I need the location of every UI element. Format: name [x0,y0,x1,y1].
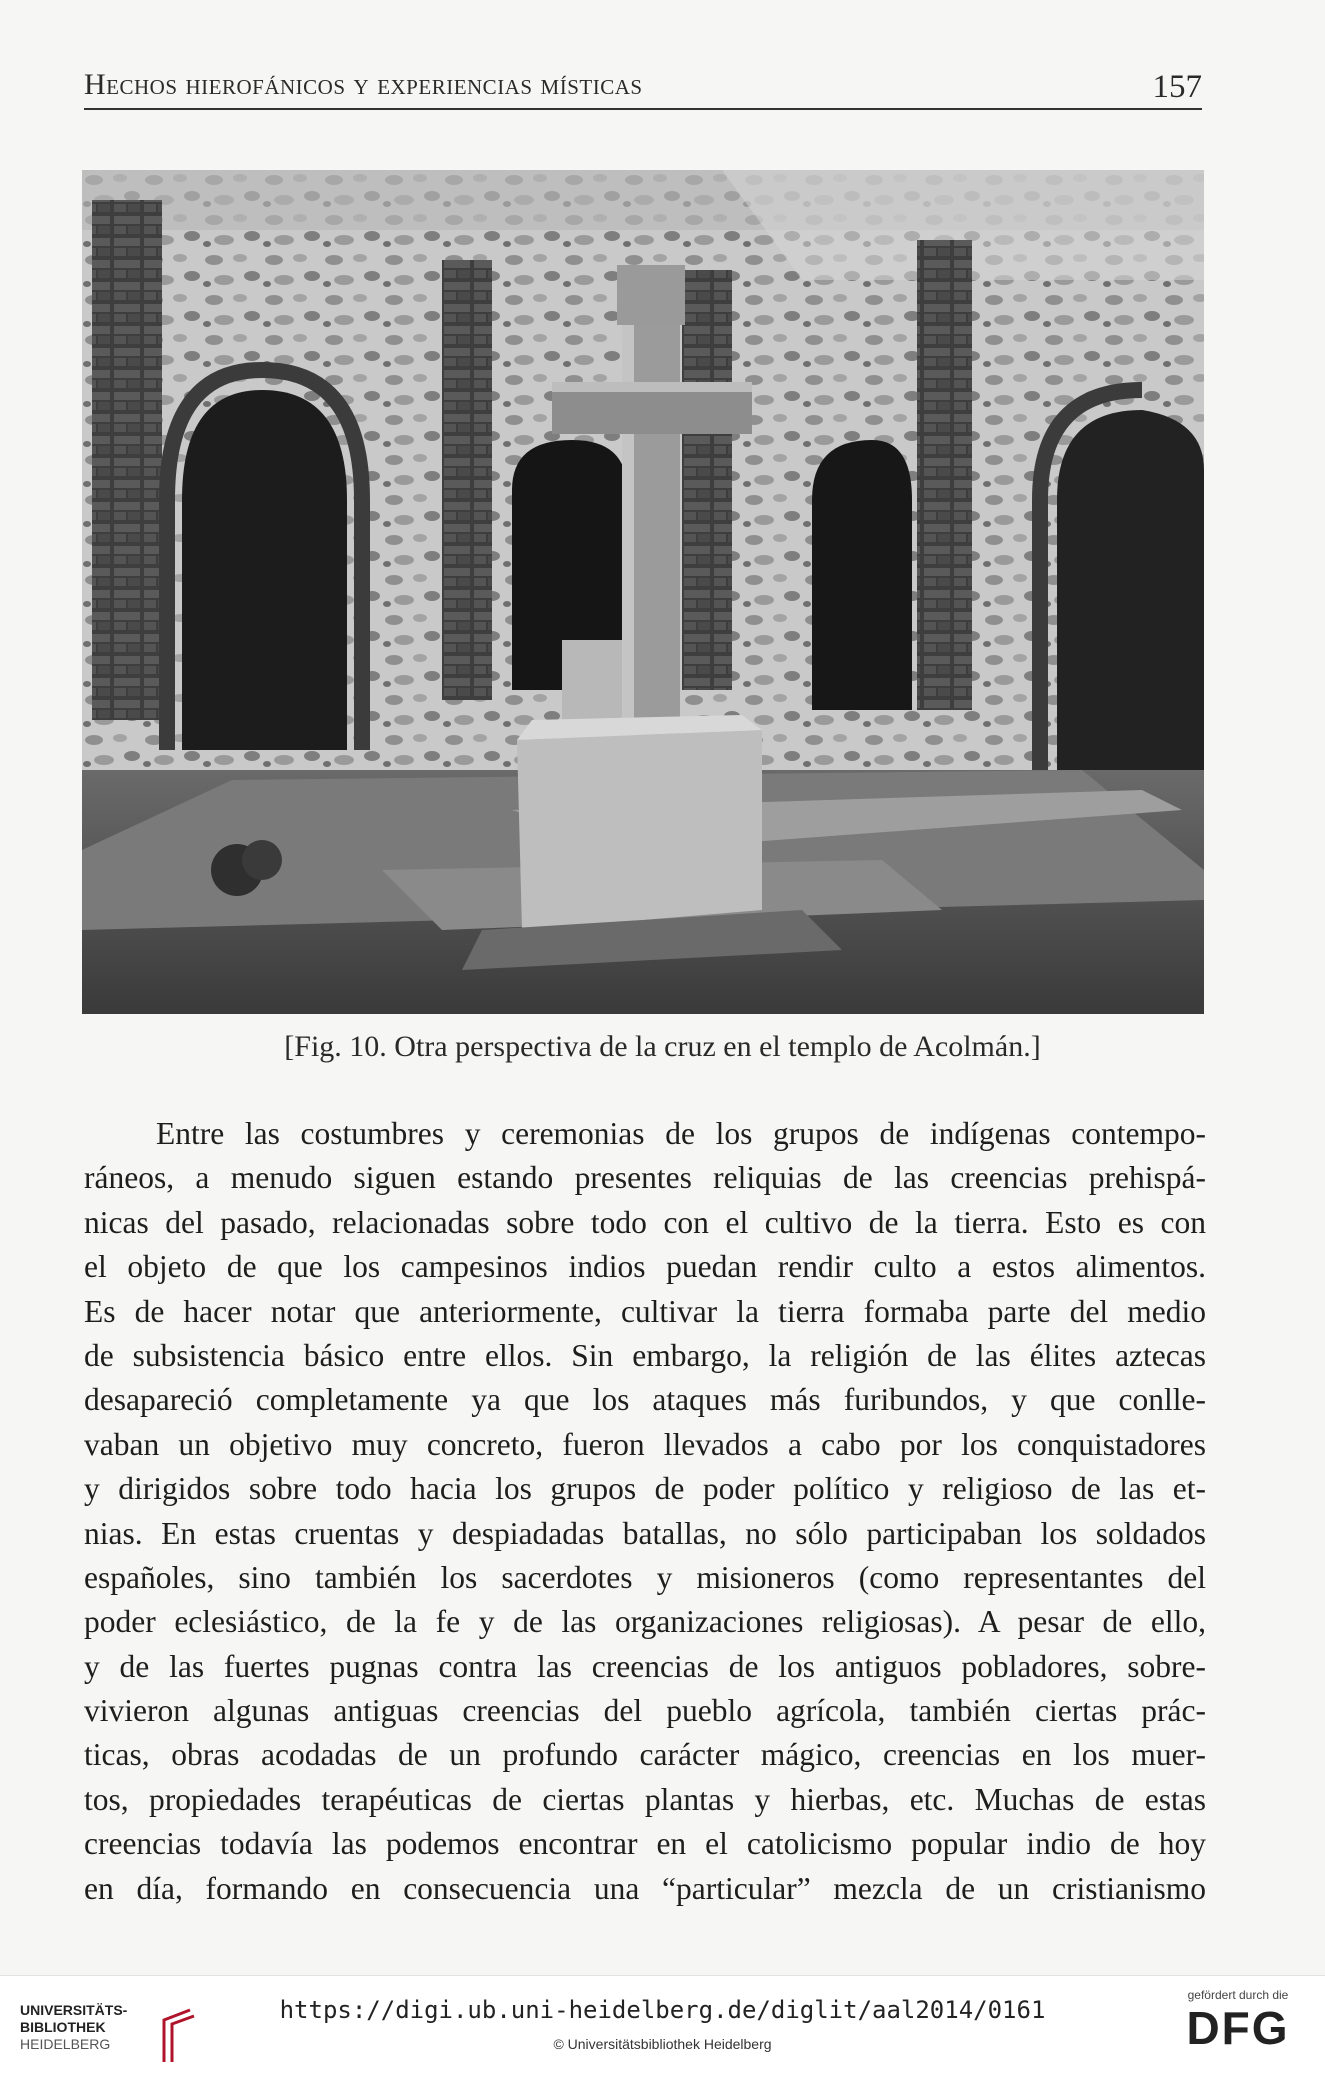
text-line: poder eclesiástico, de la fe y de las organizaciones religiosas). A pesar de ello, [84,1604,1206,1640]
text-line: y de las fuertes pugnas contra las creencias de los antiguos pobladores, sobre- [84,1648,1206,1684]
funder-note: gefördert durch die [1187,1988,1289,2002]
running-title: Hechos hierofánicos y experiencias místicas [84,68,643,101]
text-line: el objeto de que los campesinos indios puedan rendir culto a estos alimentos. [84,1249,1206,1285]
text-line: desapareció completamente ya que los ataques más furibundos, y que conlle- [84,1382,1206,1418]
body-paragraph [84,1112,1206,1911]
text-line: ráneos, a menudo siguen estando presentes reliquias de las creencias prehispá- [84,1160,1206,1196]
viewer-footer [0,1975,1325,2076]
text-line: tos, propiedades terapéuticas de ciertas plantas y hierbas, etc. Muchas de estas [84,1781,1206,1817]
library-name-line2: BIBLIOTHEK [20,2019,106,2035]
photo-illustration [82,170,1204,1014]
funder-logo-text: DFG [1186,2002,1290,2054]
text-line: creencias todavía las podemos encontrar en el catolicismo popular indio de hoy [84,1826,1206,1862]
text-line: Es de hacer notar que anteriormente, cultivar la tierra formaba parte del medio [84,1293,1206,1329]
library-name-line3: HEIDELBERG [20,2036,111,2052]
cloister-cross-photo [82,170,1204,1014]
text-line: ticas, obras acodadas de un profundo carácter mágico, creencias en los muer- [84,1737,1206,1773]
page-number: 157 [1152,69,1202,105]
running-header [84,60,1202,110]
text-line: en día, formando en consecuencia una “particular” mezcla de un cristianismo [84,1870,1206,1906]
text-line: nias. En estas cruentas y despiadadas batallas, no sólo participaban los soldados [84,1515,1206,1551]
copyright-notice: © Universitätsbibliothek Heidelberg [553,2036,772,2052]
library-name-line1: UNIVERSITÄTS- [20,2002,128,2018]
permalink-url[interactable]: https://digi.ub.uni-heidelberg.de/diglit/aal2014/0161 [279,1996,1046,2024]
text-line: españoles, sino también los sacerdotes y misioneros (como representantes del [84,1559,1206,1595]
text-line: vaban un objetivo muy concreto, fueron llevados a cabo por los conquistadores [84,1426,1206,1462]
text-line: vivieron algunas antiguas creencias del pueblo agrícola, también ciertas prác- [84,1693,1206,1729]
text-line: Entre las costumbres y ceremonias de los grupos de indígenas contempo- [156,1116,1206,1151]
text-line: de subsistencia básico entre ellos. Sin embargo, la religión de las élites aztecas [84,1337,1206,1373]
dfg-logo[interactable] [1173,1988,1303,2054]
text-line: y dirigidos sobre todo hacia los grupos de poder político y religioso de las et- [84,1471,1206,1507]
text-line: nicas del pasado, relacionadas sobre todo con el cultivo de la tierra. Esto es con [84,1204,1206,1240]
figure-caption: [Fig. 10. Otra perspectiva de la cruz en el templo de Acolmán.] [284,1030,1041,1063]
